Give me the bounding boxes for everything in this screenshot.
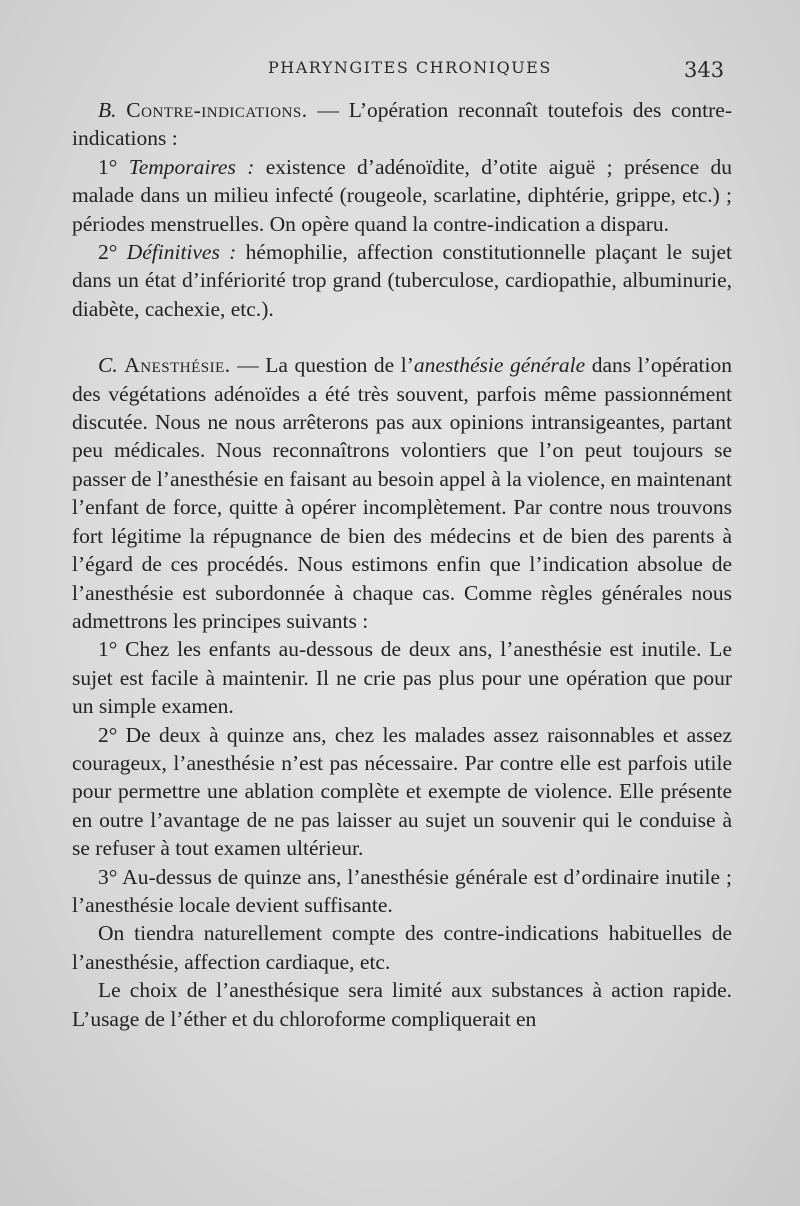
definitive-text: hémophilie, affection constitutionnelle plaçant le sujet dans un état d’infériorité trop grand (tuberculose, cardiopathie, albuminurie, diabète, cachexie, etc.). bbox=[72, 240, 732, 321]
section-b-dash: — bbox=[307, 98, 349, 122]
anesthetic-choice: Le choix de l’anesthésique sera limité aux substances à action rapide. L’usage de l’éther et du chloroforme compliquerait en bbox=[72, 978, 732, 1031]
definitive-number: 2° bbox=[98, 240, 118, 265]
rule-over-fifteen: 3° Au-dessus de quinze ans, l’anesthésie générale est d’ordinaire inutile ; l’anesthésie locale devient suffisante. bbox=[72, 864, 732, 917]
section-b-text: L’opération reconnaît toutefois des contre-indications : bbox=[72, 98, 733, 151]
running-title: PHARYNGITES CHRONIQUES bbox=[268, 58, 552, 77]
temporary-text: existence d’adénoïdite, d’otite aiguë ; présence du malade dans un milieu infecté (rougeole, scarlatine, diphtérie, grippe, etc.) ; périodes menstruelles. On opère quand la contre-indication a disparu. bbox=[72, 154, 732, 236]
section-c-intro bbox=[72, 351, 732, 635]
temporary-label: Temporaires : bbox=[128, 154, 255, 179]
page-number: 343 bbox=[684, 58, 725, 82]
rule-two-to-fifteen: 2° De deux à quinze ans, chez les malades assez raisonnables et assez courageux, l’anesthésie n’est pas nécessaire. Par contre elle est parfois utile pour permettre une ablation complète et exempte de violence. Elle présente en outre l’avantage de ne pas laisser au sujet un souvenir qui le conduise à se refuser à tout examen ultérieur. bbox=[72, 722, 732, 861]
section-b-letter: B. bbox=[98, 98, 117, 122]
definitive-label: Définitives : bbox=[126, 240, 237, 265]
section-c-dash: — bbox=[230, 353, 266, 378]
section-c-italic: anesthésie générale bbox=[413, 353, 586, 378]
section-c-text-before: La question de l’ bbox=[265, 353, 414, 378]
body-text bbox=[72, 96, 732, 1033]
temporary-contraindications bbox=[72, 153, 732, 238]
rule-under-two: 1° Chez les enfants au-dessous de deux ans, l’anesthésie est inutile. Le sujet est facile à maintenir. Il ne crie pas plus pour une opération que pour un simple examen. bbox=[72, 637, 732, 719]
section-b-intro bbox=[72, 96, 732, 153]
definitive-contraindications bbox=[72, 238, 732, 323]
section-c-heading: Anesthésie. bbox=[124, 353, 231, 378]
section-c-letter: C. bbox=[98, 353, 118, 378]
section-c-text-after: dans l’opération des végétations adénoïdes a été très souvent, parfois même passionnément discutée. Nous ne nous arrêterons pas aux opinions intransigeantes, partant peu médicales. Nous reconnaîtrons volontiers que l’on peut toujours se passer de l’anesthésie en faisant au besoin appel à la violence, en maintenant l’enfant de force, quitte à opérer incomplètement. Par contre nous trouvons fort légitime la répugnance de bien des médecins et de bien des parents à l’égard de ces procédés. Nous estimons enfin que l’indication absolue de l’anesthésie est subordonnée à chaque cas. Comme règles générales nous admettrons les principes suivants : bbox=[72, 353, 733, 633]
temporary-number: 1° bbox=[98, 154, 118, 179]
running-head bbox=[0, 58, 800, 88]
contraindications-note: On tiendra naturellement compte des contre-indications habituelles de l’anesthésie, affection cardiaque, etc. bbox=[72, 921, 732, 974]
section-b-heading: Contre-indications. bbox=[126, 98, 308, 122]
